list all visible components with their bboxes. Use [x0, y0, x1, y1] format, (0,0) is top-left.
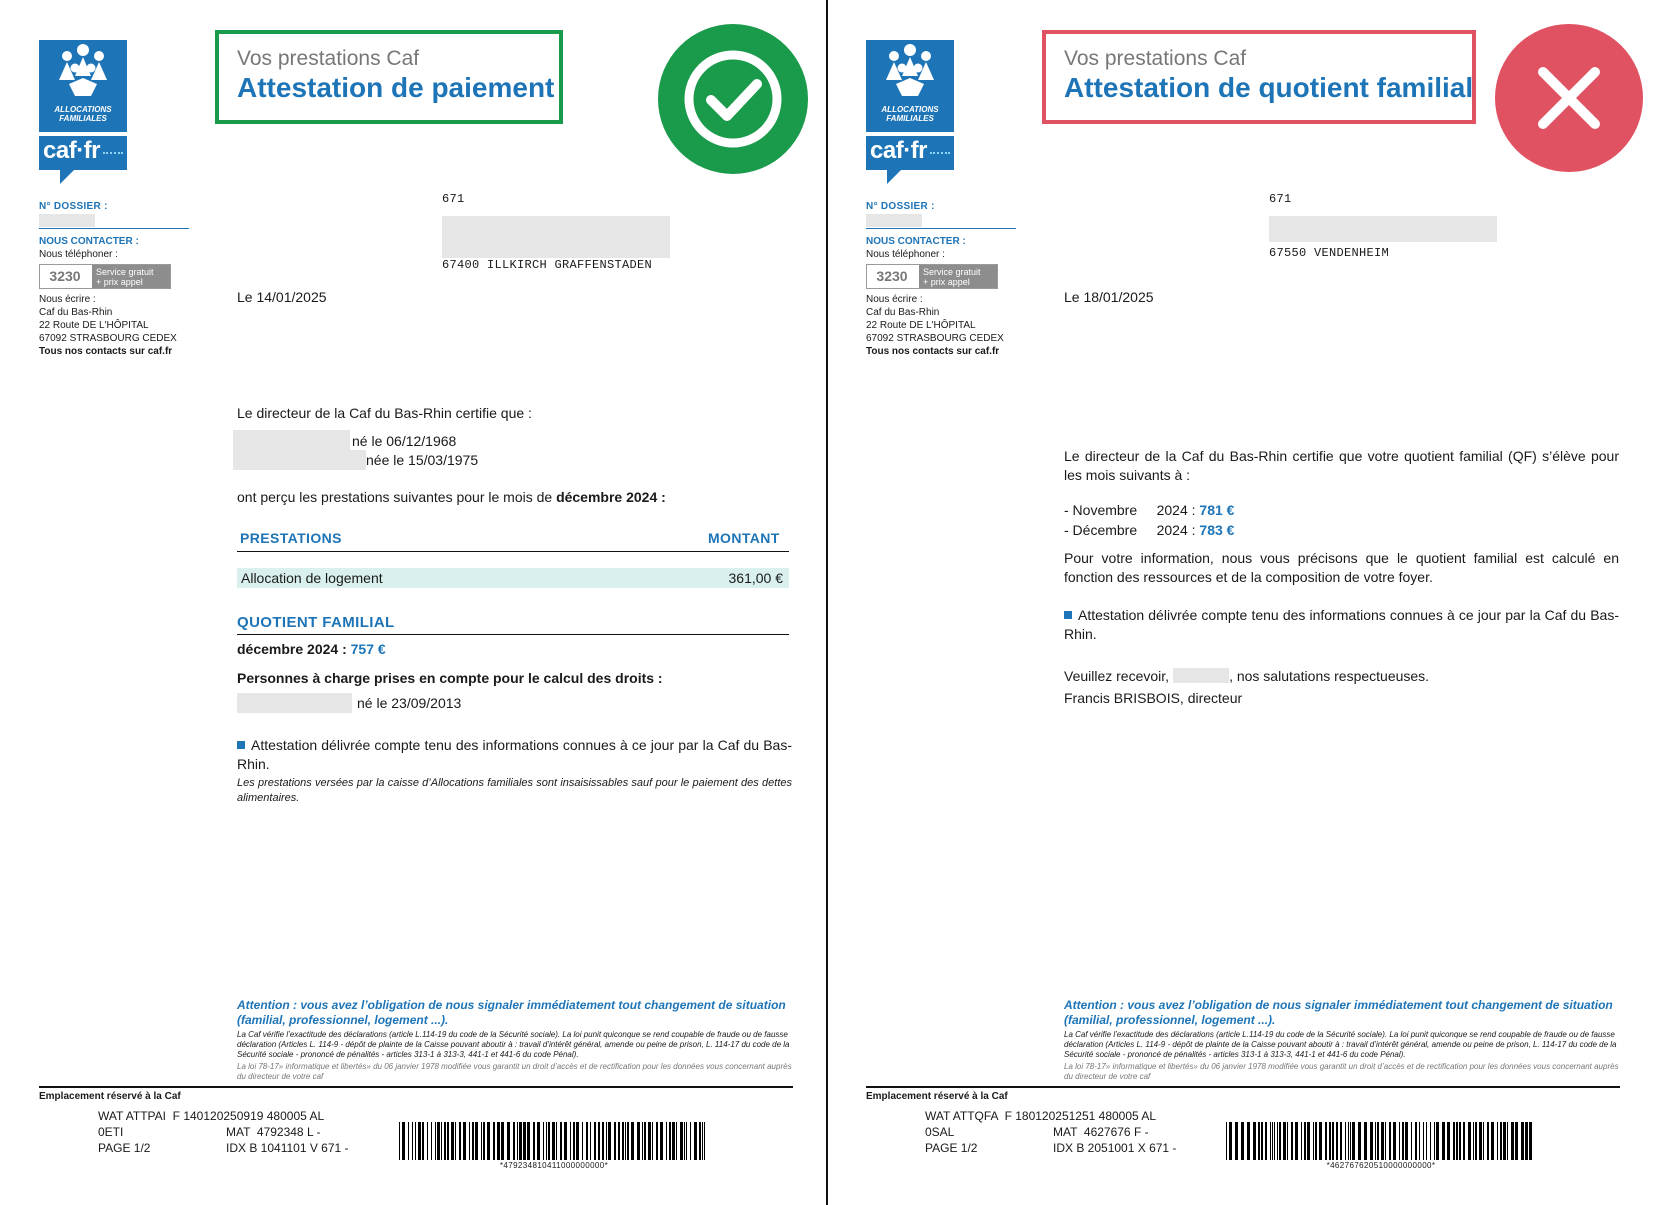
- page-number: PAGE 1/2: [925, 1141, 978, 1155]
- phone-service: [919, 265, 997, 288]
- code-line3b: IDX B 2051001 X 671 -: [1053, 1141, 1177, 1155]
- code-line3b: IDX B 1041101 V 671 -: [226, 1141, 349, 1155]
- barcode-bar: [570, 1122, 571, 1160]
- barcode-bar: [513, 1122, 515, 1160]
- write-label: Nous écrire :: [866, 294, 923, 305]
- phone-number: 3230: [49, 268, 81, 284]
- barcode-bar: [412, 1122, 413, 1160]
- barcode-bar: [582, 1122, 583, 1160]
- code-line2a: 0SAL: [925, 1125, 955, 1139]
- barcode: [1226, 1122, 1536, 1162]
- barcode-bar: [1364, 1122, 1367, 1160]
- barcode-bar: [1442, 1122, 1445, 1160]
- barcode-bar: [1291, 1122, 1293, 1160]
- redacted-child: [237, 693, 352, 713]
- barcode-bar: [1352, 1122, 1355, 1160]
- barcode-bar: [472, 1122, 474, 1160]
- barcode-bar: [564, 1122, 567, 1160]
- cross-badge: [1495, 24, 1643, 172]
- barcode-bar: [602, 1122, 604, 1160]
- phone-badge: [866, 264, 998, 289]
- barcode-bar: [1274, 1122, 1275, 1160]
- barcode-bar: [1258, 1122, 1260, 1160]
- logo-dots-icon: [103, 152, 123, 154]
- code-line2b: MAT 4792348 L -: [226, 1125, 321, 1139]
- phone-service-line2: + prix appel: [96, 277, 143, 287]
- phone-service-line1: Service gratuit: [923, 267, 981, 277]
- barcode-bar: [507, 1122, 510, 1160]
- logo-tail-icon: [60, 170, 74, 184]
- barcode-bar: [1402, 1122, 1404, 1160]
- barcode-bar: [606, 1122, 607, 1160]
- barcode-bar: [543, 1122, 544, 1160]
- write-label: Nous écrire :: [39, 294, 96, 305]
- attention-text: Attention : vous avez l’obligation de nous signaler immédiatement tout changement de situation (familial, professionnel, logement ...).: [237, 998, 786, 1027]
- barcode-bar: [631, 1122, 634, 1160]
- table-rule: [237, 551, 789, 552]
- reserved-label: Emplacement réservé à la Caf: [866, 1091, 1008, 1102]
- barcode-bar: [627, 1122, 629, 1160]
- attention-text: Attention : vous avez l’obligation de nous signaler immédiatement tout changement de situation (familial, professionnel, logement ...).: [1064, 998, 1613, 1027]
- barcode-bar: [552, 1122, 555, 1160]
- qf-value: 757 €: [350, 641, 386, 657]
- barcode-bar: [1453, 1122, 1455, 1160]
- barcode-bar: [1525, 1122, 1528, 1160]
- barcode-bar: [1515, 1122, 1518, 1160]
- caf-fr-logo: [866, 136, 954, 170]
- barcode-bar: [590, 1122, 591, 1160]
- barcode-bar: [598, 1122, 600, 1160]
- title-sub: Vos prestations Caf: [1064, 47, 1247, 70]
- barcode-bar: [1430, 1122, 1431, 1160]
- title-main: Attestation de quotient familial: [1064, 72, 1474, 103]
- regards-b: , nos salutations respectueuses.: [1229, 668, 1430, 684]
- note-content: Attestation délivrée compte tenu des informations connues à ce jour par la Caf du Bas-Rhin.: [237, 737, 792, 772]
- barcode-bar: [1287, 1122, 1288, 1160]
- barcode-bar: [548, 1122, 550, 1160]
- dossier-label: N° DOSSIER :: [866, 201, 935, 212]
- title-box: [1042, 30, 1476, 124]
- col-prestations: PRESTATIONS: [240, 530, 342, 546]
- barcode-bar: [435, 1122, 436, 1160]
- barcode-bar: [684, 1122, 685, 1160]
- barcode-bar: [437, 1122, 440, 1160]
- barcode-bar: [1358, 1122, 1361, 1160]
- barcode-bar: [686, 1122, 687, 1160]
- code-line2b: MAT 4627676 F -: [1053, 1125, 1149, 1139]
- barcode-bar: [608, 1122, 611, 1160]
- barcode-bar: [501, 1122, 504, 1160]
- barcode-caption: *479234810411000000000*: [499, 1161, 609, 1170]
- barcode-bar: [1500, 1122, 1502, 1160]
- table-row: [237, 568, 789, 588]
- month1-label: - Novembre 2024 :: [1064, 502, 1200, 518]
- barcode-bar: [1436, 1122, 1439, 1160]
- barcode-bar: [1283, 1122, 1286, 1160]
- received-text-a: ont perçu les prestations suivantes pour le mois de: [237, 489, 557, 505]
- caf-logo: [866, 40, 954, 132]
- barcode-bar: [1226, 1122, 1227, 1160]
- barcode-bar: [1426, 1122, 1427, 1160]
- barcode-bar: [1345, 1122, 1346, 1160]
- barcode-bar: [1253, 1122, 1256, 1160]
- barcode-bar: [1261, 1122, 1263, 1160]
- title-sub: Vos prestations Caf: [237, 47, 420, 70]
- note-text: [1064, 606, 1619, 644]
- barcode-bar: [1304, 1122, 1306, 1160]
- phone-label: Nous téléphoner :: [39, 249, 118, 260]
- address-city: 67400 ILLKIRCH GRAFFENSTADEN: [442, 258, 653, 272]
- note-italic: Les prestations versées par la caisse d’Allocations familiales sont insaisissables sauf pour le paiement des dettes alimentaires.: [237, 777, 792, 804]
- legal-text: La Caf vérifie l’exactitude des déclarations (article L.114-19 du code de la Sécurité sociale). La loi punit quiconque se rend coupable de fraude ou de fausse déclaration (Articles L. 114-9 - dépôt de plainte de la Caisse pouvant aboutir à : travail d’intérêt général, amende ou peine de prison, L. 114-17 du code de la Sécurité sociale - prononcé de pénalités - articles 313-1 à 313-3, 441-1 et 441-6 du code Pénal).: [1064, 1030, 1617, 1059]
- barcode-bar: [469, 1122, 470, 1160]
- barcode-bar: [523, 1122, 526, 1160]
- divider: [866, 228, 1016, 229]
- code-line1: WAT ATTQFA F 180120251251 480005 AL: [925, 1109, 1157, 1123]
- qf-line: [237, 640, 386, 659]
- barcode-bar: [1389, 1122, 1391, 1160]
- document-date: Le 18/01/2025: [1064, 289, 1154, 305]
- barcode-bar: [546, 1122, 547, 1160]
- barcode-bar: [586, 1122, 588, 1160]
- privacy-text: La loi 78-17» informatique et libertés» du 06 janvier 1978 modifiée vous garantit un droit d’accès et de rectification pour les données vous concernant auprès du directeur de votre caf: [237, 1062, 792, 1081]
- page-number: PAGE 1/2: [98, 1141, 151, 1155]
- cross-icon: [1495, 24, 1643, 172]
- write-contacts: Tous nos contacts sur caf.fr: [866, 346, 1000, 357]
- barcode-bar: [1491, 1122, 1494, 1160]
- month-line-2: [1064, 521, 1234, 540]
- barcode-bar: [1459, 1122, 1461, 1160]
- barcode-bar: [1381, 1122, 1384, 1160]
- caf-fr-logo: [39, 136, 127, 170]
- barcode-bar: [1315, 1122, 1317, 1160]
- redacted-address: [1269, 216, 1497, 242]
- barcode-bar: [537, 1122, 540, 1160]
- phone-badge: [39, 264, 171, 289]
- barcode-bar: [463, 1122, 466, 1160]
- barcode-bar: [622, 1122, 624, 1160]
- family-figures-icon: [39, 40, 127, 106]
- received-month: décembre 2024 :: [556, 489, 666, 505]
- title-box: [215, 30, 563, 124]
- barcode-bar: [1423, 1122, 1424, 1160]
- barcode-bar: [702, 1122, 703, 1160]
- note-content: Attestation délivrée compte tenu des informations connues à ce jour par la Caf du Bas-Rhin.: [1064, 607, 1619, 642]
- barcode-bar: [1511, 1122, 1514, 1160]
- received-text: [237, 488, 666, 507]
- barcode-bar: [1272, 1122, 1273, 1160]
- barcode-bar: [427, 1122, 428, 1160]
- barcode-bar: [1419, 1122, 1420, 1160]
- barcode-bar: [669, 1122, 671, 1160]
- barcode-bar: [493, 1122, 495, 1160]
- phone-service-line1: Service gratuit: [96, 267, 154, 277]
- barcode-bar: [1393, 1122, 1396, 1160]
- barcode-bar: [1473, 1122, 1474, 1160]
- month1-value: 781 €: [1199, 502, 1235, 518]
- barcode-bar: [556, 1122, 557, 1160]
- barcode-caption: *462767620510000000000*: [1326, 1161, 1436, 1170]
- barcode-bar: [1332, 1122, 1334, 1160]
- barcode-bar: [444, 1122, 446, 1160]
- barcode-bar: [1468, 1122, 1471, 1160]
- barcode-bar: [1270, 1122, 1271, 1160]
- charges-text: Personnes à charge prises en compte pour le calcul des droits :: [237, 670, 663, 686]
- barcode-bar: [704, 1122, 705, 1160]
- barcode-bar: [614, 1122, 616, 1160]
- square-bullet-icon: [1064, 611, 1072, 619]
- regards-text: [1064, 667, 1429, 686]
- barcode-bar: [483, 1122, 485, 1160]
- barcode-bar: [690, 1122, 691, 1160]
- barcode-bar: [1463, 1122, 1465, 1160]
- barcode-bar: [399, 1122, 400, 1160]
- logo-text-allocations: ALLOCATIONS: [881, 105, 939, 114]
- barcode-bar: [1307, 1122, 1310, 1160]
- phone-number: 3230: [876, 268, 908, 284]
- barcode-bar: [431, 1122, 432, 1160]
- barcode-bar: [656, 1122, 658, 1160]
- barcode-bar: [672, 1122, 675, 1160]
- privacy-text: La loi 78-17» informatique et libertés» du 06 janvier 1978 modifiée vous garantit un droit d’accès et de rectification pour les données vous concernant auprès du directeur de votre caf: [1064, 1062, 1619, 1081]
- barcode-bar: [1507, 1122, 1508, 1160]
- barcode-bar: [666, 1122, 667, 1160]
- person1-birth: né le 06/12/1968: [352, 433, 457, 449]
- barcode-bar: [652, 1122, 653, 1160]
- barcode-bar: [573, 1122, 575, 1160]
- write-street: 22 Route DE L'HÔPITAL: [866, 320, 976, 331]
- barcode-bar: [422, 1122, 424, 1160]
- barcode-bar: [1447, 1122, 1450, 1160]
- certify-text: Le directeur de la Caf du Bas-Rhin certifie que :: [237, 405, 532, 421]
- regards-a: Veuillez recevoir,: [1064, 668, 1170, 684]
- barcode-bar: [519, 1122, 522, 1160]
- barcode-bar: [1350, 1122, 1351, 1160]
- barcode-bar: [594, 1122, 596, 1160]
- barcode-bar: [648, 1122, 651, 1160]
- write-org: Caf du Bas-Rhin: [39, 307, 113, 318]
- logo-text-familiales: FAMILIALES: [59, 114, 107, 123]
- logo-dots-icon: [930, 152, 950, 154]
- family-figures-icon: [866, 40, 954, 106]
- barcode-bar: [1521, 1122, 1524, 1160]
- barcode-bar: [694, 1122, 697, 1160]
- barcode-bar: [441, 1122, 442, 1160]
- barcode-bar: [1319, 1122, 1322, 1160]
- address-code: 671: [1269, 192, 1292, 206]
- barcode-bar: [576, 1122, 579, 1160]
- qf-rule: [237, 634, 789, 635]
- barcode-bar: [1325, 1122, 1327, 1160]
- barcode-bar: [1483, 1122, 1484, 1160]
- barcode-bar: [1399, 1122, 1400, 1160]
- qf-header: QUOTIENT FAMILIAL: [237, 614, 395, 631]
- barcode-bar: [1377, 1122, 1379, 1160]
- barcode-bar: [1415, 1122, 1417, 1160]
- address-code: 671: [442, 192, 465, 206]
- barcode-bar: [1265, 1122, 1267, 1160]
- row-value: 361,00 €: [728, 570, 783, 586]
- barcode-bar: [1503, 1122, 1506, 1160]
- barcode-bar: [1301, 1122, 1302, 1160]
- barcode-bar: [642, 1122, 643, 1160]
- barcode-bar: [1487, 1122, 1489, 1160]
- write-org: Caf du Bas-Rhin: [866, 307, 940, 318]
- barcode-bar: [1375, 1122, 1376, 1160]
- dossier-label: N° DOSSIER :: [39, 201, 108, 212]
- info-text: Pour votre information, nous vous précisons que le quotient familial est calculé en fonction des ressources et de la composition de votre foyer.: [1064, 550, 1619, 585]
- barcode-bar: [1229, 1122, 1232, 1160]
- redacted-address: [442, 216, 670, 258]
- row-label: Allocation de logement: [241, 570, 383, 586]
- barcode-bar: [1277, 1122, 1278, 1160]
- barcode-bar: [1529, 1122, 1532, 1160]
- phone-service: [92, 265, 170, 288]
- logo-text-allocations: ALLOCATIONS: [54, 105, 112, 114]
- barcode-bar: [680, 1122, 683, 1160]
- signature: Francis BRISBOIS, directeur: [1064, 690, 1243, 706]
- phone-label: Nous téléphoner :: [866, 249, 945, 260]
- legal-text: La Caf vérifie l’exactitude des déclarations (article L.114-19 du code de la Sécurité sociale). La loi punit quiconque se rend coupable de fraude ou de fausse déclaration (Articles L. 114-9 - dépôt de plainte de la Caisse pouvant aboutir à : travail d’intérêt général, amende ou peine de prison, L. 114-17 du code de la Sécurité sociale - prononcé de pénalités - articles 313-1 à 313-3, 441-1 et 441-6 du code Pénal).: [237, 1030, 790, 1059]
- barcode-bar: [517, 1122, 518, 1160]
- col-montant: MONTANT: [708, 530, 780, 546]
- barcode-bar: [1295, 1122, 1298, 1160]
- barcode-bar: [418, 1122, 421, 1160]
- barcode-bar: [1479, 1122, 1482, 1160]
- write-contacts: Tous nos contacts sur caf.fr: [39, 346, 173, 357]
- code-line2a: 0ETI: [98, 1125, 124, 1139]
- barcode-bar: [1385, 1122, 1386, 1160]
- barcode-bar: [1348, 1122, 1349, 1160]
- redacted-dossier: [39, 214, 95, 227]
- barcode-bar: [1279, 1122, 1281, 1160]
- square-bullet-icon: [237, 741, 245, 749]
- person2-birth: née le 15/03/1975: [366, 452, 479, 468]
- barcode-bar: [637, 1122, 640, 1160]
- certify-text: Le directeur de la Caf du Bas-Rhin certifie que votre quotient familial (QF) s’élève pour les mois suivants à :: [1064, 448, 1619, 483]
- note-text: [237, 736, 792, 774]
- barcode-bar: [1247, 1122, 1250, 1160]
- caf-logo: [39, 40, 127, 132]
- barcode-bar: [1329, 1122, 1331, 1160]
- address-city: 67550 VENDENHEIM: [1269, 246, 1390, 260]
- barcode-bar: [699, 1122, 701, 1160]
- logo-tail-icon: [887, 170, 901, 184]
- barcode-bar: [1313, 1122, 1314, 1160]
- write-city: 67092 STRASBOURG CEDEX: [39, 333, 177, 344]
- caf-fr-text: caf·fr: [870, 137, 928, 164]
- barcode-bar: [1434, 1122, 1435, 1160]
- redacted-dossier: [866, 214, 922, 227]
- barcode-bar: [660, 1122, 663, 1160]
- check-badge: [658, 24, 808, 174]
- contact-label: NOUS CONTACTER :: [39, 236, 139, 247]
- code-line1: WAT ATTPAI F 140120250919 480005 AL: [98, 1109, 325, 1123]
- logo-text-familiales: FAMILIALES: [886, 114, 934, 123]
- contact-label: NOUS CONTACTER :: [866, 236, 966, 247]
- qf-month: décembre 2024 :: [237, 641, 351, 657]
- title-main: Attestation de paiement: [237, 72, 555, 103]
- barcode-bar: [475, 1122, 478, 1160]
- barcode-bar: [487, 1122, 490, 1160]
- barcode-bar: [1475, 1122, 1477, 1160]
- redacted-name: [1173, 668, 1229, 683]
- barcode-bar: [451, 1122, 454, 1160]
- write-city: 67092 STRASBOURG CEDEX: [866, 333, 1004, 344]
- barcode: [399, 1122, 709, 1162]
- barcode-bar: [625, 1122, 626, 1160]
- redacted-persons: [233, 430, 350, 470]
- month2-value: 783 €: [1199, 522, 1235, 538]
- divider: [39, 228, 189, 229]
- barcode-bar: [644, 1122, 646, 1160]
- barcode-bar: [533, 1122, 535, 1160]
- barcode-bar: [1405, 1122, 1408, 1160]
- barcode-bar: [1235, 1122, 1238, 1160]
- child-birth: né le 23/09/2013: [357, 695, 462, 711]
- month-line-1: [1064, 501, 1234, 520]
- footer-rule: [866, 1086, 1620, 1088]
- barcode-bar: [618, 1122, 620, 1160]
- barcode-bar: [1370, 1122, 1373, 1160]
- barcode-bar: [676, 1122, 677, 1160]
- barcode-bar: [1456, 1122, 1458, 1160]
- barcode-bar: [1497, 1122, 1498, 1160]
- barcode-bar: [415, 1122, 416, 1160]
- write-street: 22 Route DE L'HÔPITAL: [39, 320, 149, 331]
- barcode-bar: [459, 1122, 461, 1160]
- caf-fr-text: caf·fr: [43, 137, 101, 164]
- redacted-persons-ext: [350, 450, 366, 470]
- document-attestation-qf: [827, 0, 1654, 1205]
- month2-label: - Décembre 2024 :: [1064, 522, 1200, 538]
- phone-service-line2: + prix appel: [923, 277, 970, 287]
- document-date: Le 14/01/2025: [237, 289, 327, 305]
- barcode-bar: [402, 1122, 405, 1160]
- barcode-bar: [1336, 1122, 1338, 1160]
- barcode-bar: [408, 1122, 409, 1160]
- barcode-bar: [1411, 1122, 1412, 1160]
- barcode-bar: [527, 1122, 530, 1160]
- check-icon: [658, 24, 808, 174]
- barcode-bar: [560, 1122, 562, 1160]
- barcode-bar: [1340, 1122, 1342, 1160]
- barcode-bar: [481, 1122, 482, 1160]
- barcode-bar: [1241, 1122, 1244, 1160]
- barcode-bar: [447, 1122, 449, 1160]
- barcode-bar: [455, 1122, 456, 1160]
- reserved-label: Emplacement réservé à la Caf: [39, 1091, 181, 1102]
- footer-rule: [39, 1086, 793, 1088]
- barcode-bar: [497, 1122, 500, 1160]
